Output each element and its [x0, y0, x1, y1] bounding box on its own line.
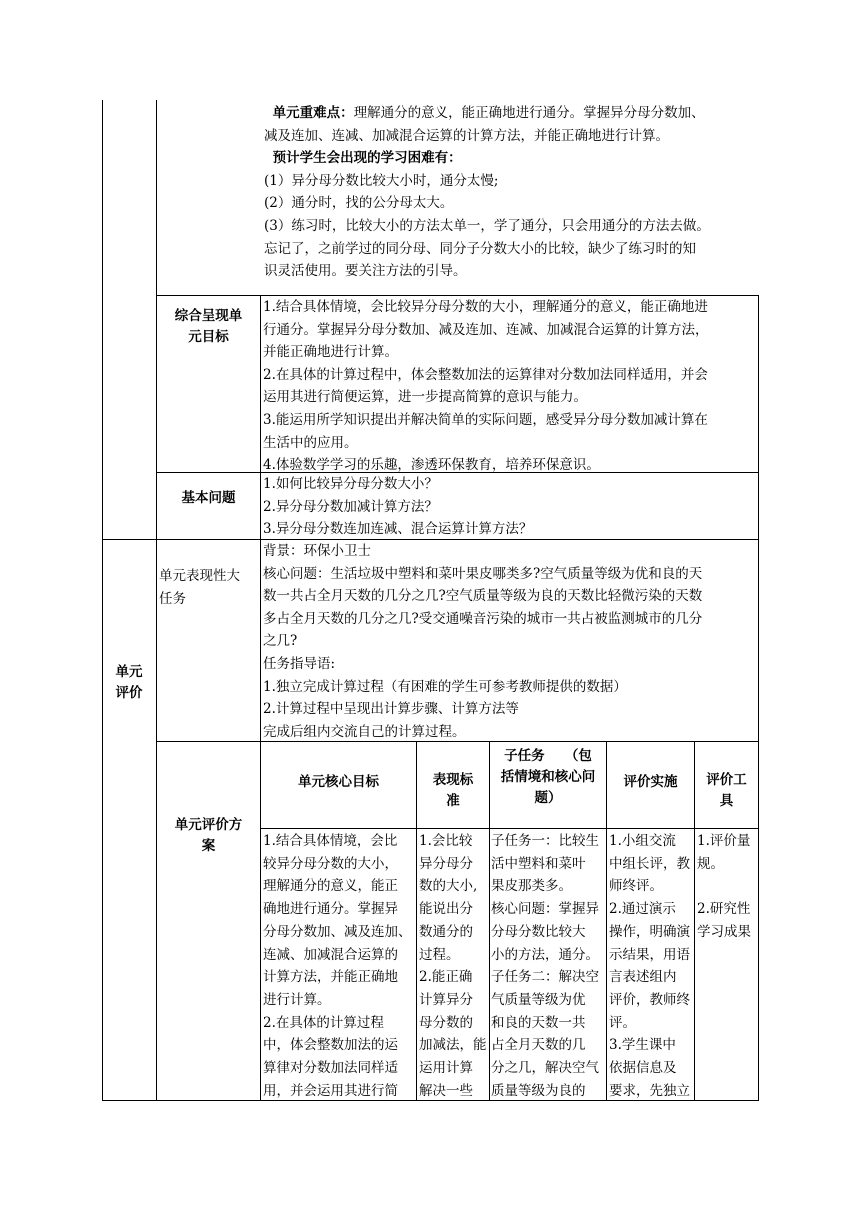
col-implement-line: 中组长评，教: [609, 855, 690, 872]
col-implement-line: 言表述组内: [609, 969, 677, 986]
col-tool-line: 2.研究性: [697, 901, 751, 918]
task-line: 2.计算过程中呈现出计算步骤、计算方法等: [263, 701, 519, 718]
col-tool-line: [697, 875, 758, 898]
col-subtask-line: 活中塑料和菜叶: [491, 855, 586, 872]
goals-label-line: 综合呈现单: [174, 308, 243, 324]
basic-line: 3.异分母分数连加连减、混合运算计算方法？: [263, 521, 533, 538]
evaluation-label-line: 评价: [115, 685, 143, 701]
col-core-goal-line: 较异分母分数的大小，: [263, 855, 398, 872]
plan-label-line: 案: [201, 838, 216, 854]
goals-label-line: 元目标: [188, 329, 229, 345]
col-core-goal-line: 分母分数加、减及连加、: [263, 923, 412, 940]
basic-line: 2.异分母分数加减计算方法？: [263, 498, 438, 515]
col-core-goal-line: 进行计算。: [263, 991, 331, 1008]
col-tool-line: 1.评价量: [697, 833, 751, 849]
task-label: [159, 565, 259, 610]
col-standard-line: 异分母分: [419, 855, 473, 872]
col-standard-line: 数通分的: [419, 923, 473, 940]
col-subtask-line: 占全月天数的几: [491, 1037, 586, 1054]
col-standard-line: 能说出分: [419, 901, 473, 918]
table-border-left: [102, 100, 103, 1101]
col-core-goal: [263, 830, 416, 1102]
col-core-goal-line: 算律对分数加法同样适: [263, 1060, 398, 1077]
difficulty-item: (1）异分母分数比较大小时，通分太慢;: [264, 172, 499, 189]
col-implement-line: 1.小组交流: [609, 833, 676, 849]
col-tool: [697, 830, 758, 944]
difficulty-line: [264, 102, 759, 125]
task-label-line: 单元表现性大: [159, 568, 240, 584]
task-line: 任务指导语:: [263, 655, 336, 672]
col-implement-line: 评价，教师终: [609, 991, 690, 1008]
col-core-goal-line: 用，并会运用其进行简: [263, 1082, 398, 1099]
plan-label-line: 单元评价方: [174, 817, 243, 833]
col-implement-line: 2.通过演示: [609, 901, 676, 918]
evaluation-label-line: 单元: [115, 664, 143, 680]
basic-label: 基本问题: [181, 490, 236, 506]
difficulty-text-line2: 减及连加、连减、加减混合运算的计算方法，并能正确地进行计算。: [264, 127, 669, 144]
col-standard-line: 加减法，能: [419, 1037, 487, 1054]
difficulty-item: (3）练习时，比较大小的方法太单一，学了通分，只会用通分的方法去做。: [264, 217, 710, 234]
predict-title: 预计学生会出现的学习困难有：: [272, 150, 462, 167]
header-tool-line: 具: [719, 793, 734, 809]
col-subtask-line: 气质量等级为优: [491, 991, 586, 1008]
goal-line: 4.体验数学学习的乐趣，渗透环保教育，培养环保意识。: [263, 457, 600, 474]
col-implement-line: 操作，明确演: [609, 923, 690, 940]
col-subtask-line: 分母分数比较大: [491, 923, 586, 940]
col-subtask-line: 分之几，解决空气: [491, 1060, 599, 1077]
col-standard-line: 运用计算: [419, 1060, 473, 1077]
header-tool-line: 评价工: [706, 772, 747, 788]
header-standard-line: 准: [446, 793, 460, 809]
difficulty-item: 识灵活使用。要关注方法的引导。: [264, 263, 467, 280]
col-standard-line: 解决一些: [419, 1082, 473, 1099]
header-standard: [417, 770, 489, 812]
col-subtask-line: 子任务二：解决空: [491, 969, 599, 986]
goals-label: [157, 306, 260, 348]
task-line: 1.独立完成计算过程（有困难的学生可参考教师提供的数据）: [263, 678, 627, 695]
header-subtask-line: 括情境和核心问: [500, 769, 596, 785]
header-standard-line: 表现标: [432, 772, 474, 788]
col-implement-line: 3.学生课中: [609, 1037, 676, 1054]
difficulty-item: (2）通分时，找的公分母太大。: [264, 195, 454, 212]
col-subtask-line: 子任务一：比较生: [491, 833, 599, 849]
col-tool-line: 学习成果: [697, 923, 751, 940]
col-standard-line: 2.能正确: [419, 969, 473, 986]
col-implement-line: 评。: [609, 1014, 636, 1031]
header-implement: 评价实施: [623, 774, 678, 790]
task-line: 之几?: [263, 633, 298, 650]
task-label-line: 任务: [159, 590, 186, 607]
basic-line: 1.如何比较异分母分数大小？: [263, 476, 438, 492]
label-column-divider: [156, 100, 157, 1101]
header-subtask-line: 子任务 （包: [504, 748, 592, 764]
goal-line: 3.能运用所学知识提出并解决简单的实际问题，感受异分母分数加减计算在: [263, 411, 708, 428]
col-core-goal-line: 连减、加减混合运算的: [263, 946, 398, 963]
col-standard: [419, 830, 489, 1102]
header-core-goal: 单元核心目标: [298, 774, 379, 790]
plan-col-divider-3: [606, 741, 607, 1101]
task-line: 核心问题：生活垃圾中塑料和菜叶果皮哪类多?空气质量等级为优和良的天: [263, 565, 703, 582]
col-core-goal-line: 理解通分的意义，能正: [263, 878, 398, 895]
difficulty-block: [264, 102, 759, 283]
col-core-goal-line: 1.结合具体情境，会比: [263, 833, 398, 849]
col-implement-line: 要求，先独立: [609, 1082, 690, 1099]
goal-line: 并能正确地进行计算。: [263, 344, 398, 361]
sub-label-column-divider-lower: [260, 540, 261, 1101]
header-tool: [695, 770, 758, 812]
task-text: [263, 540, 758, 743]
goal-line: 2.在具体的计算过程中，体会整数加法的运算律对分数加法同样适用，并会: [263, 366, 708, 383]
header-subtask: [490, 746, 606, 809]
difficulty-title: 单元重难点：: [272, 105, 354, 121]
col-core-goal-line: 计算方法，并能正确地: [263, 969, 398, 986]
col-core-goal-line: 中，体会整数加法的运: [263, 1037, 398, 1054]
goal-line: 生活中的应用。: [263, 434, 358, 451]
difficulty-text: 理解通分的意义，能正确地进行通分。掌握异分母分数加、: [353, 105, 705, 121]
task-line: 完成后组内交流自己的计算过程。: [263, 723, 466, 740]
col-subtask-line: 核心问题：掌握异: [491, 901, 599, 918]
col-standard-line: 1.会比较: [419, 833, 473, 849]
goals-text: [263, 296, 758, 477]
col-subtask: [491, 830, 606, 1102]
table-border-right: [758, 295, 759, 1101]
col-subtask-line: 果皮那类多。: [491, 878, 572, 895]
task-line: 多占全月天数的几分之几?受交通噪音污染的城市一共占被监测城市的几分: [263, 610, 703, 627]
task-line: 数一共占全月天数的几分之几?空气质量等级为良的天数比轻微污染的天数: [263, 588, 703, 605]
col-implement: [609, 830, 694, 1102]
col-implement-line: 示结果，用语: [609, 946, 690, 963]
col-subtask-line: 和良的天数一共: [491, 1014, 586, 1031]
plan-label: [157, 815, 260, 857]
col-subtask-line: 质量等级为良的: [491, 1082, 586, 1099]
basic-text: [263, 473, 758, 541]
col-standard-line: 过程。: [419, 946, 460, 963]
goal-line: 运用其进行简便运算，进一步提高简算的意识与能力。: [263, 389, 587, 406]
col-tool-line: 规。: [697, 855, 724, 872]
col-core-goal-line: 2.在具体的计算过程: [263, 1014, 384, 1031]
predict-line: [264, 147, 759, 170]
col-implement-line: 依据信息及: [609, 1060, 677, 1077]
col-standard-line: 计算异分: [419, 991, 473, 1008]
col-implement-line: 师终评。: [609, 878, 663, 895]
task-line: 背景：环保小卫士: [263, 543, 371, 559]
plan-header-divider: [260, 828, 759, 829]
col-standard-line: 母分数的: [419, 1014, 473, 1031]
evaluation-label: [102, 662, 156, 704]
difficulty-item: 忘记了，之前学过的同分母、同分子分数大小的比较，缺少了练习时的知: [264, 240, 696, 257]
goal-line: 行通分。掌握异分母分数加、减及连加、连减、加减混合运算的计算方法，: [263, 321, 709, 338]
goal-line: 1.结合具体情境，会比较异分母分数的大小，理解通分的意义，能正确地进: [263, 299, 708, 315]
header-subtask-line: 题）: [534, 790, 562, 806]
sub-label-column-divider: [260, 295, 261, 539]
col-standard-line: 数的大小,: [419, 878, 478, 895]
col-subtask-line: 小的方法，通分。: [491, 946, 599, 963]
col-core-goal-line: 确地进行通分。掌握异: [263, 901, 398, 918]
